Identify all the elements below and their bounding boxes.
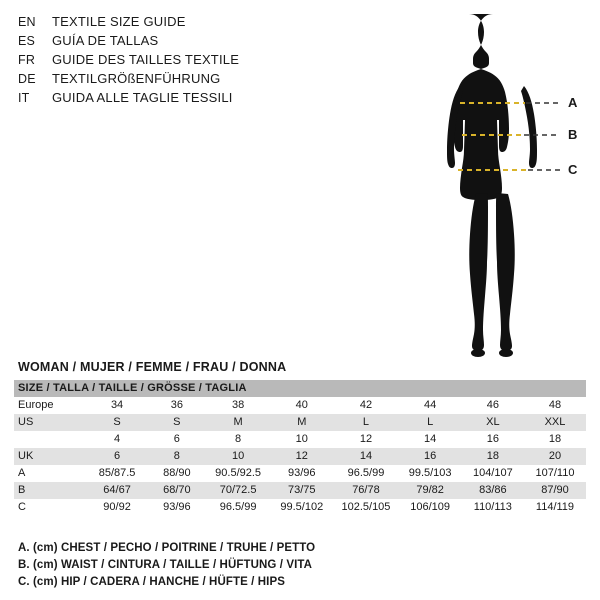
table-cell: 14 bbox=[399, 431, 462, 448]
marker-label-c: C bbox=[568, 162, 578, 177]
table-cell: 90.5/92.5 bbox=[206, 465, 270, 482]
table-cell: 68/70 bbox=[148, 482, 206, 499]
row-label: US bbox=[14, 414, 86, 431]
table-cell: 90/92 bbox=[86, 499, 147, 516]
table-cell: 102.5/105 bbox=[333, 499, 398, 516]
table-cell: 34 bbox=[86, 397, 147, 414]
body-shape bbox=[447, 14, 537, 357]
row-label: Europe bbox=[14, 397, 86, 414]
table-cell: 12 bbox=[270, 448, 333, 465]
language-row bbox=[18, 14, 338, 33]
row-label: B bbox=[14, 482, 86, 499]
table-cell: 64/67 bbox=[86, 482, 147, 499]
table-cell: M bbox=[206, 414, 270, 431]
table-cell: M bbox=[270, 414, 333, 431]
table-cell: 16 bbox=[399, 448, 462, 465]
row-label: A bbox=[14, 465, 86, 482]
legend-row-b: B. (cm) WAIST / CINTURA / TAILLE / HÜFTUNG / VITA bbox=[18, 559, 313, 571]
table-row bbox=[14, 482, 586, 499]
table-cell: 8 bbox=[148, 448, 206, 465]
table-cell: 70/72.5 bbox=[206, 482, 270, 499]
language-row bbox=[18, 33, 338, 52]
legend-row-c: C. (cm) HIP / CADERA / HANCHE / HÜFTE / HIPS bbox=[18, 576, 286, 588]
table-header-label: SIZE / TALLA / TAILLE / GRÖSSE / TAGLIA bbox=[14, 380, 586, 397]
language-row bbox=[18, 90, 338, 109]
language-code: DE bbox=[18, 72, 36, 86]
table-cell: 4 bbox=[86, 431, 147, 448]
table-cell: XL bbox=[462, 414, 524, 431]
table-caption: WOMAN / MUJER / FEMME / FRAU / DONNA bbox=[18, 360, 287, 374]
table-cell: 107/110 bbox=[524, 465, 586, 482]
table-cell: 88/90 bbox=[148, 465, 206, 482]
legend-row-a: A. (cm) CHEST / PECHO / POITRINE / TRUHE / PETTO bbox=[18, 542, 316, 554]
table-cell: 12 bbox=[333, 431, 398, 448]
table-cell: 93/96 bbox=[270, 465, 333, 482]
table-cell: 79/82 bbox=[399, 482, 462, 499]
language-code: ES bbox=[18, 34, 36, 48]
table-cell: S bbox=[86, 414, 147, 431]
table-cell: XXL bbox=[524, 414, 586, 431]
table-cell: 36 bbox=[148, 397, 206, 414]
table-cell: 76/78 bbox=[333, 482, 398, 499]
table-cell: 87/90 bbox=[524, 482, 586, 499]
measurement-legend bbox=[18, 540, 578, 591]
language-text: TEXTILE SIZE GUIDE bbox=[52, 14, 186, 29]
table-header-row bbox=[14, 380, 586, 397]
table-cell: 73/75 bbox=[270, 482, 333, 499]
table-row bbox=[14, 414, 586, 431]
table-row bbox=[14, 431, 586, 448]
table-cell: 10 bbox=[270, 431, 333, 448]
table-cell: 18 bbox=[462, 448, 524, 465]
table-cell: 85/87.5 bbox=[86, 465, 147, 482]
language-row bbox=[18, 52, 338, 71]
table-cell: 40 bbox=[270, 397, 333, 414]
language-list bbox=[18, 14, 338, 109]
table-cell: 18 bbox=[524, 431, 586, 448]
table-cell: 10 bbox=[206, 448, 270, 465]
table-cell: 46 bbox=[462, 397, 524, 414]
table-cell: 8 bbox=[206, 431, 270, 448]
language-text: GUIDA ALLE TAGLIE TESSILI bbox=[52, 90, 233, 105]
table-cell: S bbox=[148, 414, 206, 431]
language-code: EN bbox=[18, 15, 36, 29]
language-text: GUÍA DE TALLAS bbox=[52, 33, 159, 48]
table-cell: 38 bbox=[206, 397, 270, 414]
table-cell: 99.5/102 bbox=[270, 499, 333, 516]
table-cell: 16 bbox=[462, 431, 524, 448]
table-cell: 20 bbox=[524, 448, 586, 465]
language-row bbox=[18, 71, 338, 90]
table-cell: 99.5/103 bbox=[399, 465, 462, 482]
table-cell: 6 bbox=[86, 448, 147, 465]
table-row bbox=[14, 499, 586, 516]
table-cell: 106/109 bbox=[399, 499, 462, 516]
table-row bbox=[14, 448, 586, 465]
table-cell: 83/86 bbox=[462, 482, 524, 499]
table-cell: 110/113 bbox=[462, 499, 524, 516]
row-label bbox=[14, 431, 86, 448]
table-cell: 14 bbox=[333, 448, 398, 465]
table-cell: L bbox=[333, 414, 398, 431]
table-cell: 104/107 bbox=[462, 465, 524, 482]
table-cell: L bbox=[399, 414, 462, 431]
table-cell: 93/96 bbox=[148, 499, 206, 516]
table-cell: 44 bbox=[399, 397, 462, 414]
size-table bbox=[14, 380, 586, 516]
row-label: UK bbox=[14, 448, 86, 465]
table-cell: 42 bbox=[333, 397, 398, 414]
table-row bbox=[14, 465, 586, 482]
marker-label-a: A bbox=[568, 95, 578, 110]
female-body-silhouette bbox=[400, 6, 600, 376]
table-cell: 96.5/99 bbox=[333, 465, 398, 482]
table-cell: 96.5/99 bbox=[206, 499, 270, 516]
row-label: C bbox=[14, 499, 86, 516]
language-code: FR bbox=[18, 53, 36, 67]
table-cell: 48 bbox=[524, 397, 586, 414]
table-cell: 114/119 bbox=[524, 499, 586, 516]
marker-label-b: B bbox=[568, 127, 578, 142]
table-cell: 6 bbox=[148, 431, 206, 448]
language-text: GUIDE DES TAILLES TEXTILE bbox=[52, 52, 240, 67]
language-text: TEXTILGRÖßENFÜHRUNG bbox=[52, 71, 221, 86]
table-row bbox=[14, 397, 586, 414]
language-code: IT bbox=[18, 91, 30, 105]
